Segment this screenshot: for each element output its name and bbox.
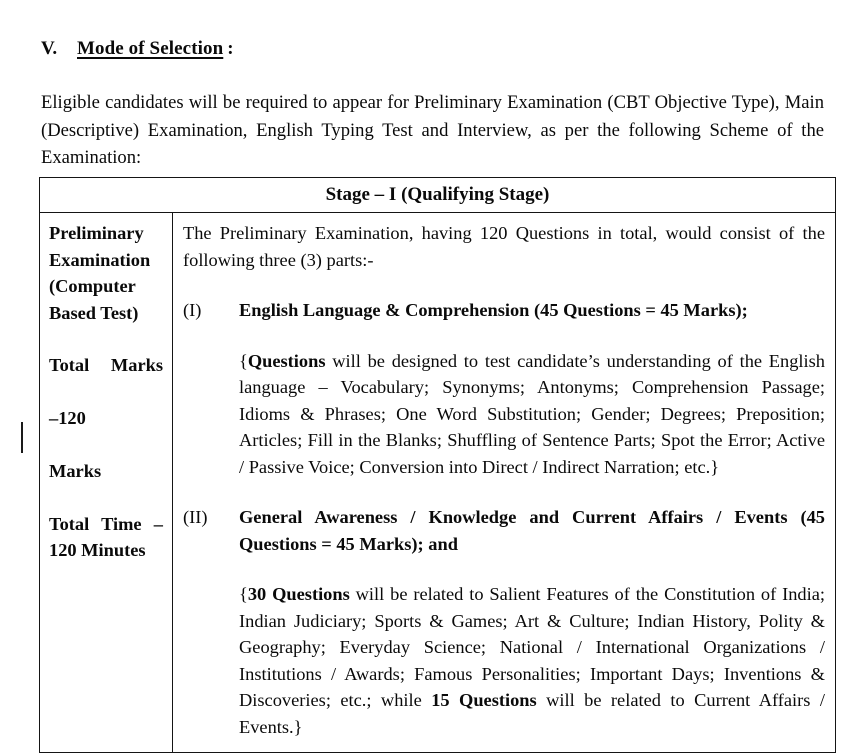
table-row-stage-header: [40, 178, 836, 213]
part-2-note-open: {: [239, 584, 248, 604]
lead-paragraph: The Preliminary Examination, having 120 Questions in total, would consist of the following three (3) parts:-: [183, 223, 825, 270]
part-1-heading: English Language & Comprehension (45 Questions = 45 Marks);: [239, 300, 748, 320]
spacer: [183, 557, 825, 581]
total-marks-label: [49, 352, 163, 405]
exam-label-cell: [40, 213, 173, 753]
stage-header-label: Stage – I (Qualifying Stage): [40, 178, 836, 213]
total-marks-unit: Marks: [49, 461, 102, 481]
part-2-note: [239, 581, 825, 740]
exam-name-label: Preliminary Examination (Computer Based Test): [49, 223, 151, 323]
spacer: [183, 480, 825, 504]
exam-detail-cell: [173, 213, 836, 753]
spacer: [183, 273, 825, 297]
total-time-label: Total Time – 120 Minutes: [49, 513, 163, 560]
part-2-note-emphasis-2: 15 Questions: [431, 690, 537, 710]
part-1-roman: (I): [183, 300, 202, 320]
spacer: [183, 324, 825, 348]
selection-scheme-table: [39, 177, 836, 753]
part-2-heading: General Awareness / Knowledge and Current Affairs / Events (45 Questions = 45 Marks); and: [239, 507, 825, 554]
page-title: Mode of Selection: [77, 38, 224, 59]
table-row: [40, 213, 836, 753]
total-marks-number: 120: [58, 408, 86, 428]
part-2-note-body: will be related to Salient Features of the Constitution of India; Indian Judiciary; Sports & Games; Art & Culture; Indian History, Polity & Geography; Everyday Science; National / International Organizations / Institutions / Awards; Famous Personalities; Important Days; Inventions & Discoveries; etc.; while: [239, 584, 826, 710]
intro-paragraph: Eligible candidates will be required to appear for Preliminary Examination (CBT Objective Type), Main (Descriptive) Examination, English Typing Test and Interview, as per the following Scheme of the Examination:: [41, 92, 824, 168]
total-marks-text: Total Marks: [49, 355, 163, 375]
part-item-2: [183, 504, 825, 557]
heading-colon: :: [227, 38, 234, 59]
page-section-heading: [41, 38, 821, 60]
part-2-note-body-2: will be related to Current Affairs / Events.}: [239, 690, 825, 737]
part-1-note: [239, 348, 825, 481]
part-1-note-emphasis: Questions: [247, 350, 326, 371]
part-2-note-emphasis: 30 Questions: [247, 584, 350, 604]
margin-change-bar: [21, 422, 23, 453]
total-marks-value-line: [49, 405, 163, 458]
part-2-roman: (II): [183, 507, 208, 527]
section-numeral: V.: [41, 38, 58, 59]
part-item-1: [183, 297, 825, 324]
part-1-note-open: {: [239, 350, 248, 371]
total-marks-dash: –: [49, 408, 59, 428]
part-1-note-body: will be designed to test candidate’s understanding of the English language – Vocabulary; Synonyms; Antonyms; Comprehension Passage; Idioms & Phrases; One Word Substitution; Gender; Degrees; Preposition; Articles; Fill in the Blanks; Shuffling of Sentence Parts; Spot the Error; Active / Passive Voice; Conversion into Direct / Indirect Narration; etc.}: [239, 350, 825, 477]
